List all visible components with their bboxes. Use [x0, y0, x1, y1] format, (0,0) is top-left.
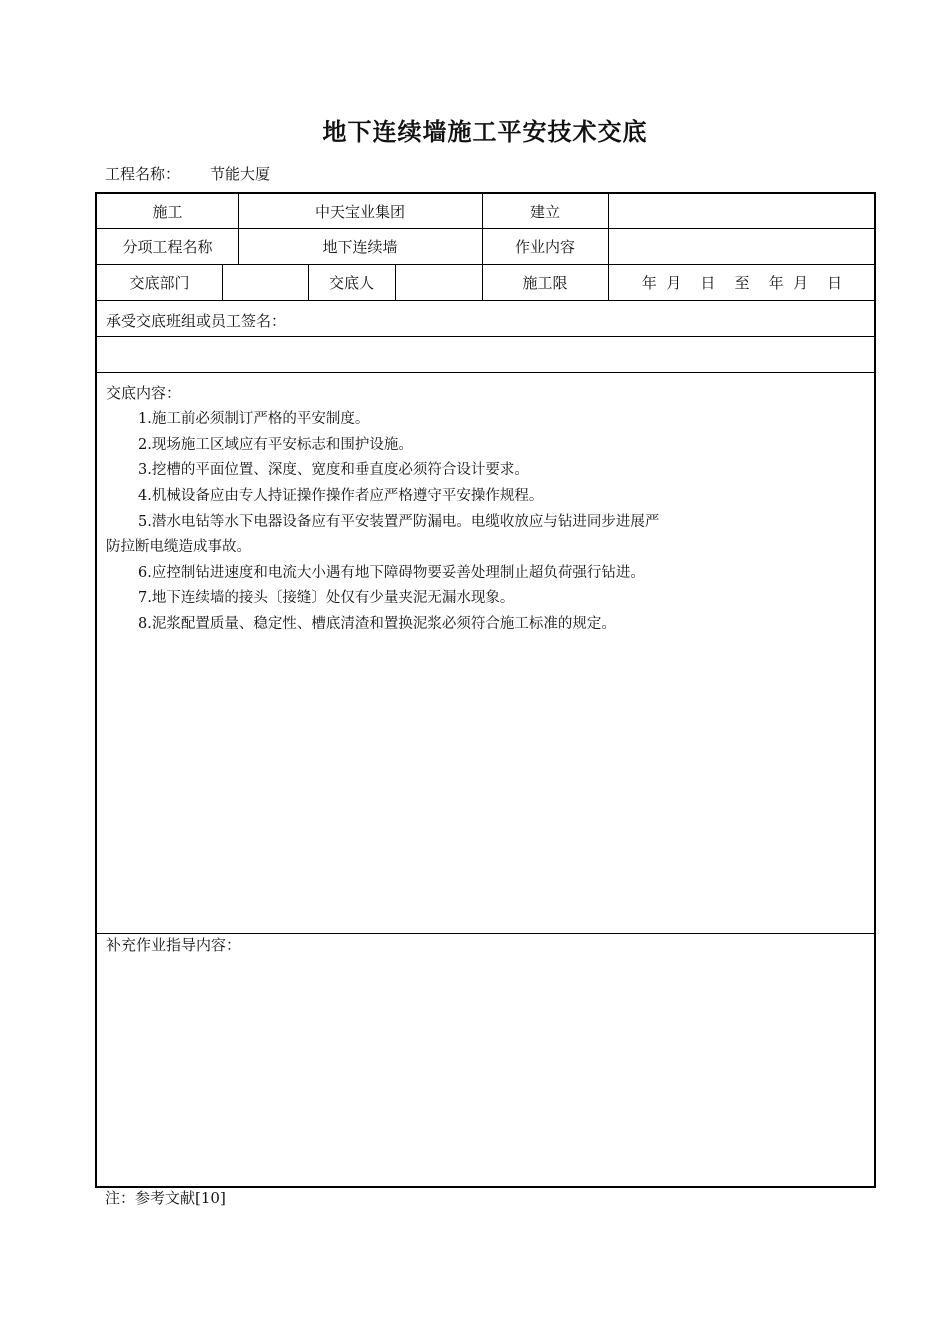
supplement-label: 补充作业指导内容：	[106, 936, 242, 954]
content-item: 6.应控制钻进速度和电流大小遇有地下障碍物要妥善处理制止超负荷强行钻进。	[138, 565, 645, 581]
row-divider	[97, 300, 874, 301]
document-title: 地下连续墙施工平安技术交底	[322, 117, 648, 146]
department-value	[222, 265, 308, 300]
build-label: 建立	[529, 202, 560, 221]
subproject-value: 地下连续墙	[322, 238, 398, 256]
discloser-value	[395, 265, 482, 300]
subproject-label: 分项工程名称	[122, 238, 213, 256]
work-content-value	[608, 229, 876, 264]
build-value	[608, 194, 876, 228]
discloser-label: 交底人	[328, 274, 374, 292]
content-item: 4.机械设备应由专人持证操作操作者应严格遵守平安操作规程。	[138, 488, 544, 504]
signature-label: 承受交底班组或员工签名：	[106, 312, 287, 330]
content-item: 3.挖槽的平面位置、深度、宽度和垂直度必须符合设计要求。	[138, 462, 529, 478]
project-name-label: 工程名称：	[105, 165, 181, 183]
period-label: 施工限	[522, 274, 568, 292]
row-divider	[97, 372, 874, 373]
content-item: 2.现场施工区域应有平安标志和围护设施。	[138, 437, 413, 453]
construction-value: 中天宝业集团	[314, 202, 405, 221]
content-item: 8.泥浆配置质量、稳定性、槽底清渣和置换泥浆必须符合施工标准的规定。	[138, 616, 616, 632]
content-item: 7.地下连续墙的接头〔接缝〕处仅有少量夹泥无漏水现象。	[138, 590, 515, 606]
content-item: 5.潜水电钻等水下电器设备应有平安装置严防漏电。电缆收放应与钻进同步进展严	[138, 514, 660, 530]
period-date: 年 月 日 至 年 月 日	[641, 274, 843, 292]
project-name-value: 节能大厦	[210, 165, 271, 183]
signature-area	[97, 337, 876, 372]
project-name-row	[105, 163, 270, 184]
reference-note: 注：参考文献[10]	[105, 1189, 226, 1207]
construction-label: 施工	[152, 202, 183, 221]
department-label: 交底部门	[129, 274, 190, 292]
work-content-label: 作业内容	[514, 238, 575, 256]
content-label: 交底内容：	[106, 384, 182, 402]
content-item: 防拉断电缆造成事故。	[106, 539, 251, 555]
disclosure-form	[95, 192, 876, 1188]
content-item: 1.施工前必须制订严格的平安制度。	[138, 411, 370, 427]
